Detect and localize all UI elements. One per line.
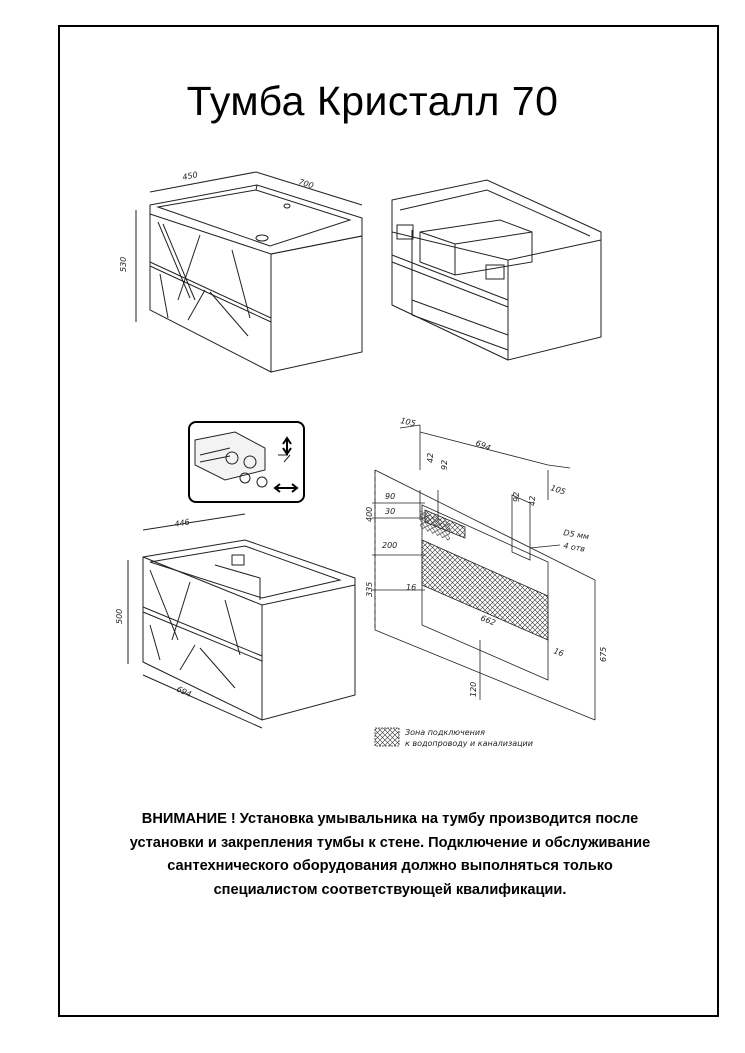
dim-92-a: 92 [440, 459, 449, 470]
cabinet-body-view [128, 514, 355, 728]
holes-diameter-label: D5 мм [562, 528, 590, 542]
dim-694: 694 [474, 438, 492, 453]
warning-line-4: специалистом соответствующей квалификации. [213, 881, 567, 898]
holes-count-label: 4 отв [562, 541, 586, 554]
dim-30: 30 [385, 507, 396, 516]
dim-400: 400 [365, 506, 374, 522]
dim-depth-446: 446 [173, 517, 191, 529]
dim-width-694: 694 [175, 684, 193, 700]
dim-90: 90 [385, 492, 396, 501]
warning-line-3: сантехнического оборудования должно выполняться только [167, 858, 613, 874]
cabinet-rear-view [392, 180, 601, 360]
dim-16-right: 16 [552, 646, 565, 659]
warning-line-2: установки и закрепления тумбы к стене. Подключение и обслуживание [129, 834, 651, 851]
dim-depth-450: 450 [181, 170, 199, 182]
dim-105-left: 105 [399, 416, 417, 429]
dim-200: 200 [382, 541, 398, 550]
dim-92-b: 92 [512, 491, 521, 502]
legend-line-2: к водопроводу и канализации [405, 739, 533, 748]
dim-662: 662 [479, 613, 497, 628]
dim-width-700: 700 [297, 177, 315, 191]
legend [375, 728, 533, 748]
warning-notice [60, 808, 720, 902]
dim-height-530: 530 [119, 256, 128, 272]
dim-675: 675 [599, 646, 608, 662]
dim-335: 335 [365, 581, 374, 597]
dim-height-500: 500 [115, 608, 124, 624]
bracket-detail [189, 422, 304, 502]
dim-42-a: 42 [426, 452, 435, 463]
mounting-schema [372, 425, 595, 720]
legend-line-1: Зона подключения [405, 728, 485, 737]
dim-16-left: 16 [406, 583, 417, 592]
cabinet-top-view [136, 172, 362, 372]
dim-42-b: 42 [528, 495, 537, 506]
dim-120: 120 [469, 681, 478, 697]
page-title: Тумба Кристалл 70 [186, 78, 559, 124]
dim-105-right: 105 [549, 483, 567, 497]
legend-hatch-swatch [375, 728, 399, 746]
warning-line-1: ВНИМАНИЕ ! Установка умывальника на тумбу производится после [141, 811, 639, 827]
